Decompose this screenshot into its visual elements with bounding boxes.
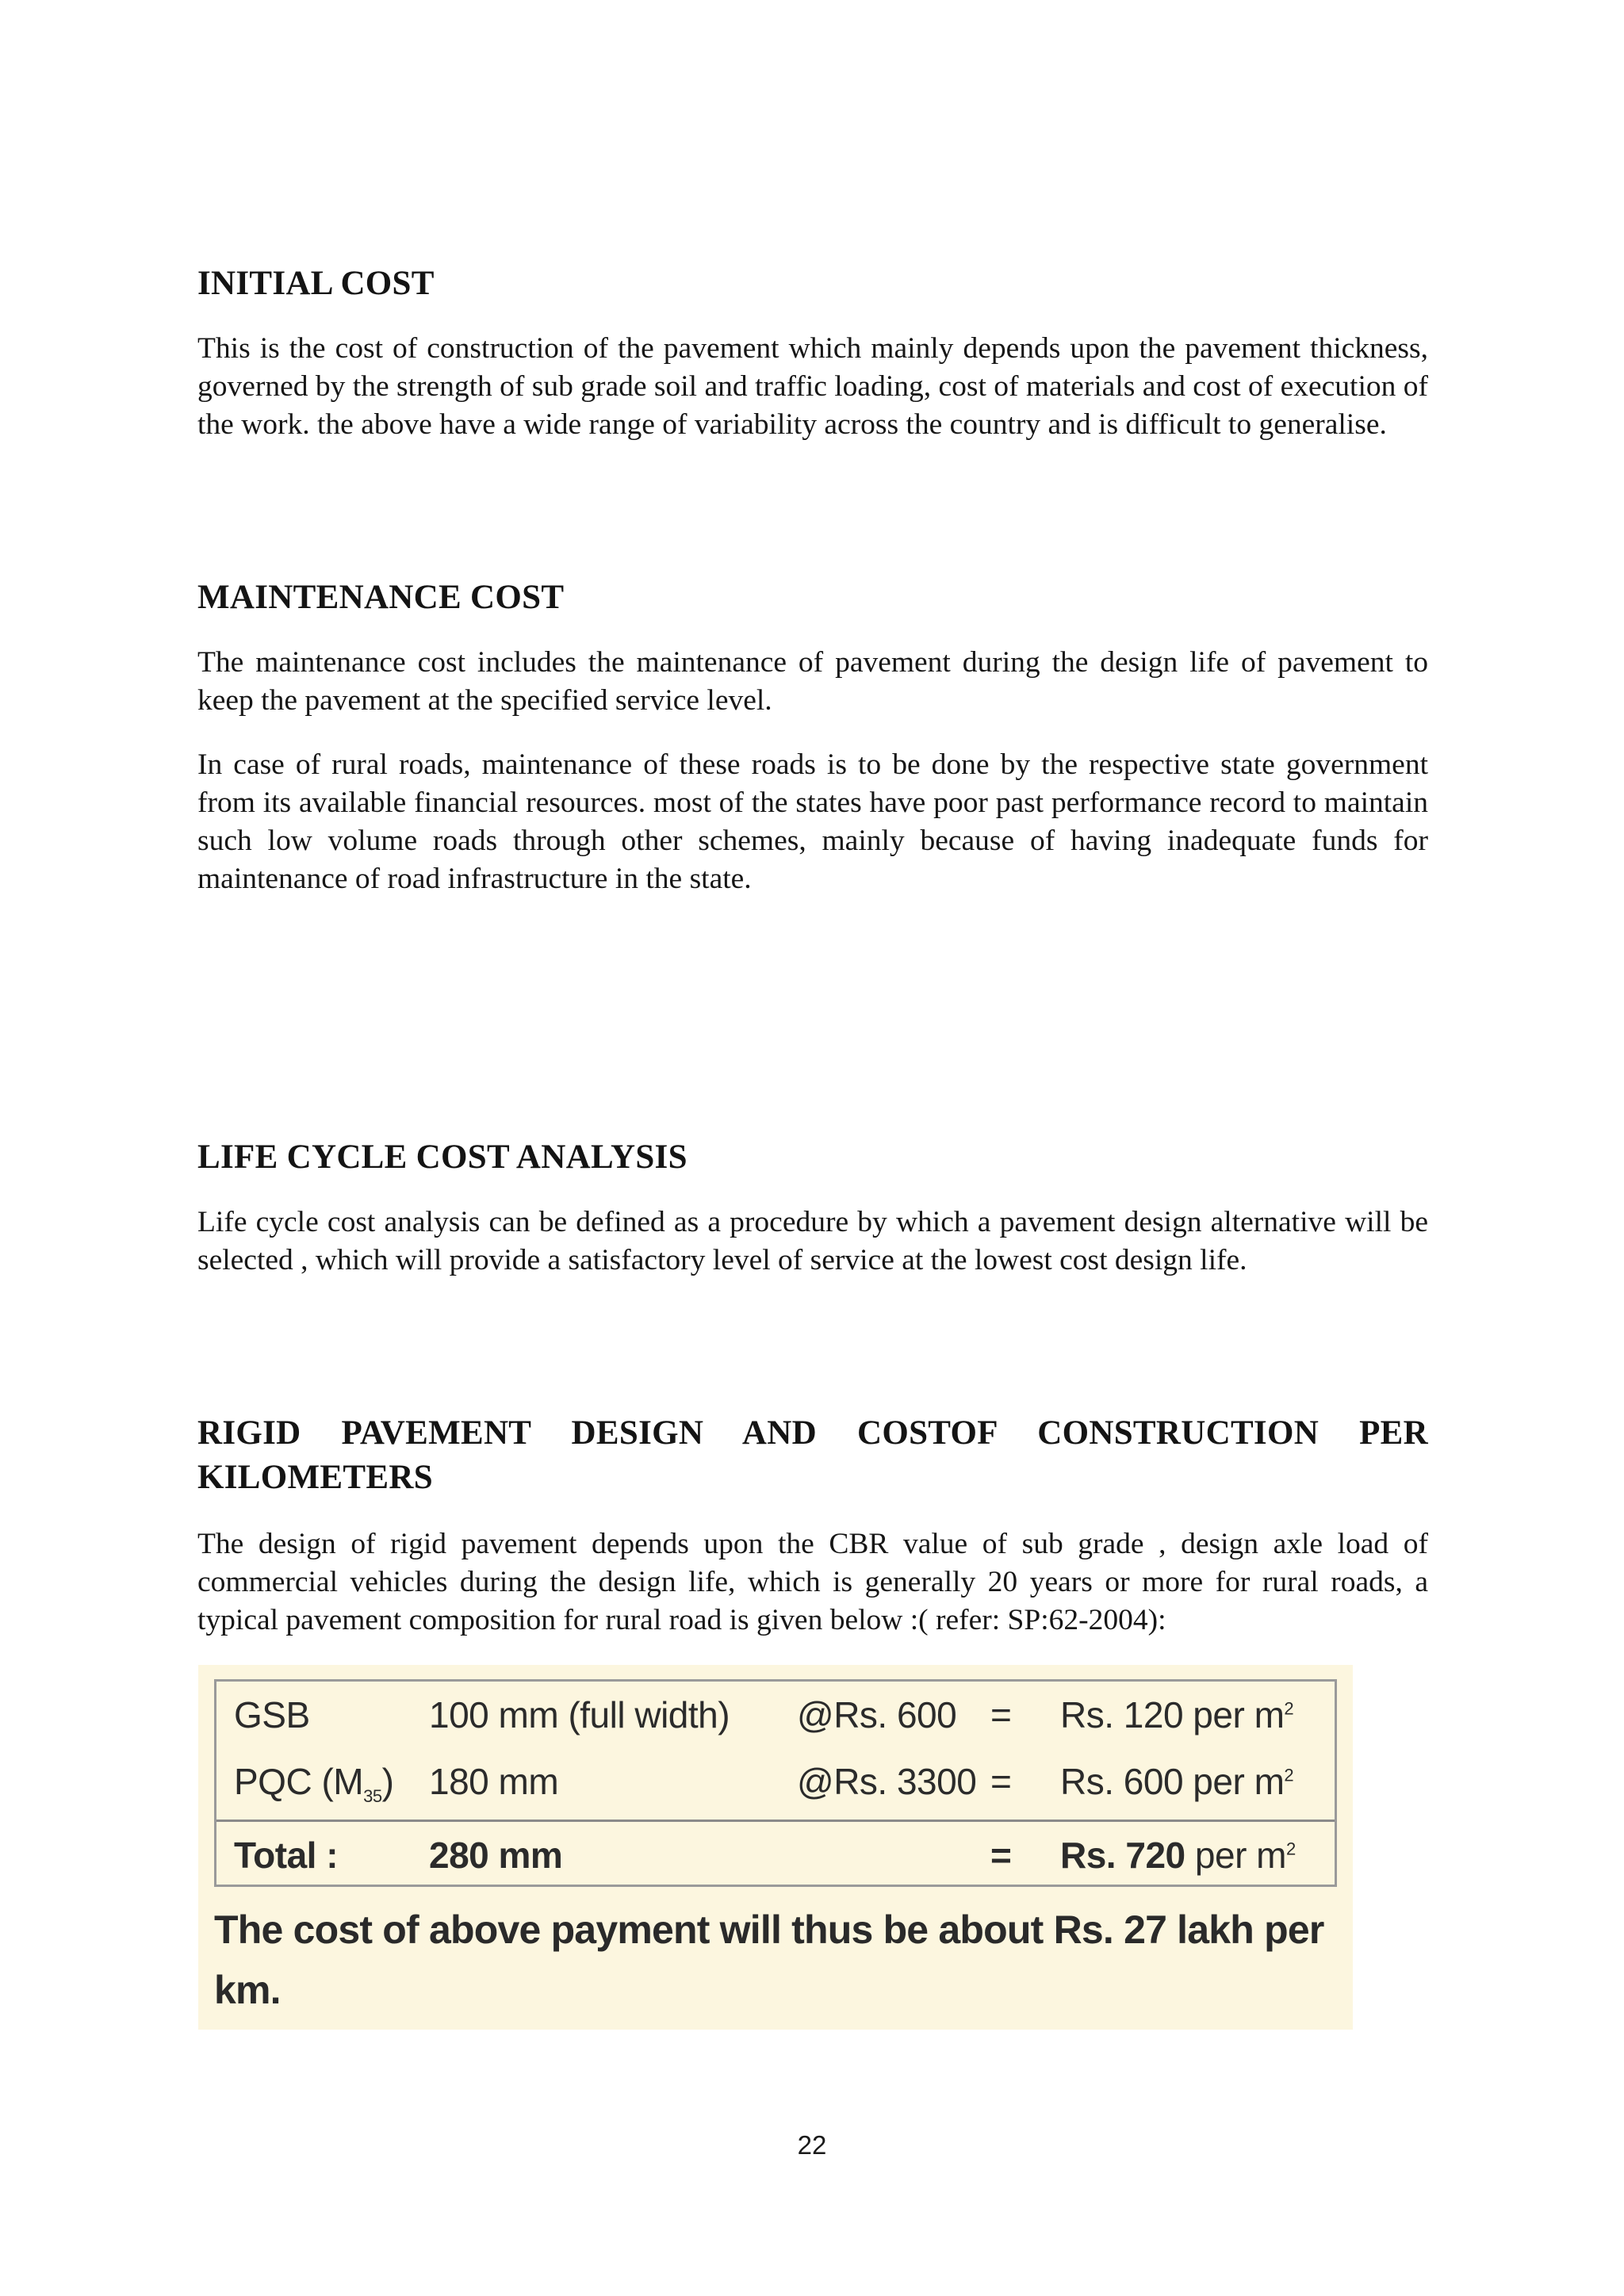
section-paragraph: In case of rural roads, maintenance of these roads is to be done by the respective state government from its available financial resources. most of the states have poor past performance record to maintain such low volume roads through other schemes, mainly because of having inadequate funds for maintenance of road infrastructure in the state. (197, 748, 1428, 895)
cost-table-figure (198, 1665, 1353, 2030)
table-total-row (216, 1820, 1335, 1888)
layer-cost: Rs. 600 per $m^2$ (1060, 1761, 1294, 1802)
layer-name: PQC $(M_{35})$ (234, 1761, 394, 1807)
cost-table (214, 1679, 1337, 1887)
layer-rate: @Rs. 600 (797, 1694, 957, 1735)
section-rigid-pavement (197, 1411, 1428, 1640)
section-initial-cost (197, 262, 1428, 444)
total-cost: Rs. 720 per $m^2$ (1060, 1835, 1296, 1876)
section-heading: MAINTENANCE COST (197, 579, 565, 616)
total-thickness: 280 mm (429, 1835, 563, 1876)
layer-rate: @Rs. 3300 (797, 1761, 977, 1802)
section-heading: LIFE CYCLE COST ANALYSIS (197, 1138, 688, 1176)
page-number: 22 (797, 2130, 827, 2160)
total-label: Total : (234, 1835, 339, 1876)
equals-sign: = (990, 1761, 1012, 1802)
section-heading: RIGID PAVEMENT DESIGN AND COSTOF CONSTRUCTION PER KILOMETERS (197, 1414, 1428, 1496)
table-row (216, 1682, 1335, 1748)
section-paragraph: The maintenance cost includes the maintenance of pavement during the design life of pavement to keep the pavement at the specified service level. (197, 646, 1428, 717)
section-paragraph: This is the cost of construction of the pavement which mainly depends upon the pavement thickness, governed by the strength of sub grade soil and traffic loading, cost of materials and cost of execution of the work. the above have a wide range of variability across the country and is difficult to generalise. (197, 332, 1428, 441)
layer-thickness: 180 mm (429, 1761, 559, 1802)
layer-thickness: 100 mm (full width) (429, 1694, 730, 1735)
section-paragraph: The design of rigid pavement depends upon the CBR value of sub grade , design axle load of commercial vehicles during the design life, which is generally 20 years or more for rural roads, a typical pavement composition for rural road is given below :( refer: SP:62-2004): (197, 1528, 1428, 1636)
layer-name: GSB (234, 1694, 310, 1735)
layer-cost: Rs. 120 per $m^2$ (1060, 1694, 1294, 1735)
section-maintenance-cost (197, 576, 1428, 898)
cost-summary-note: The cost of above payment will thus be about Rs. 27 lakh per km. (214, 1908, 1324, 2012)
section-life-cycle (197, 1135, 1428, 1280)
equals-sign: = (990, 1835, 1012, 1876)
equals-sign: = (990, 1694, 1012, 1735)
table-row (216, 1748, 1335, 1815)
section-heading: INITIAL COST (197, 265, 435, 302)
section-paragraph: Life cycle cost analysis can be defined as a procedure by which a pavement design alternative will be selected , which will provide a satisfactory level of service at the lowest cost design life. (197, 1206, 1428, 1276)
